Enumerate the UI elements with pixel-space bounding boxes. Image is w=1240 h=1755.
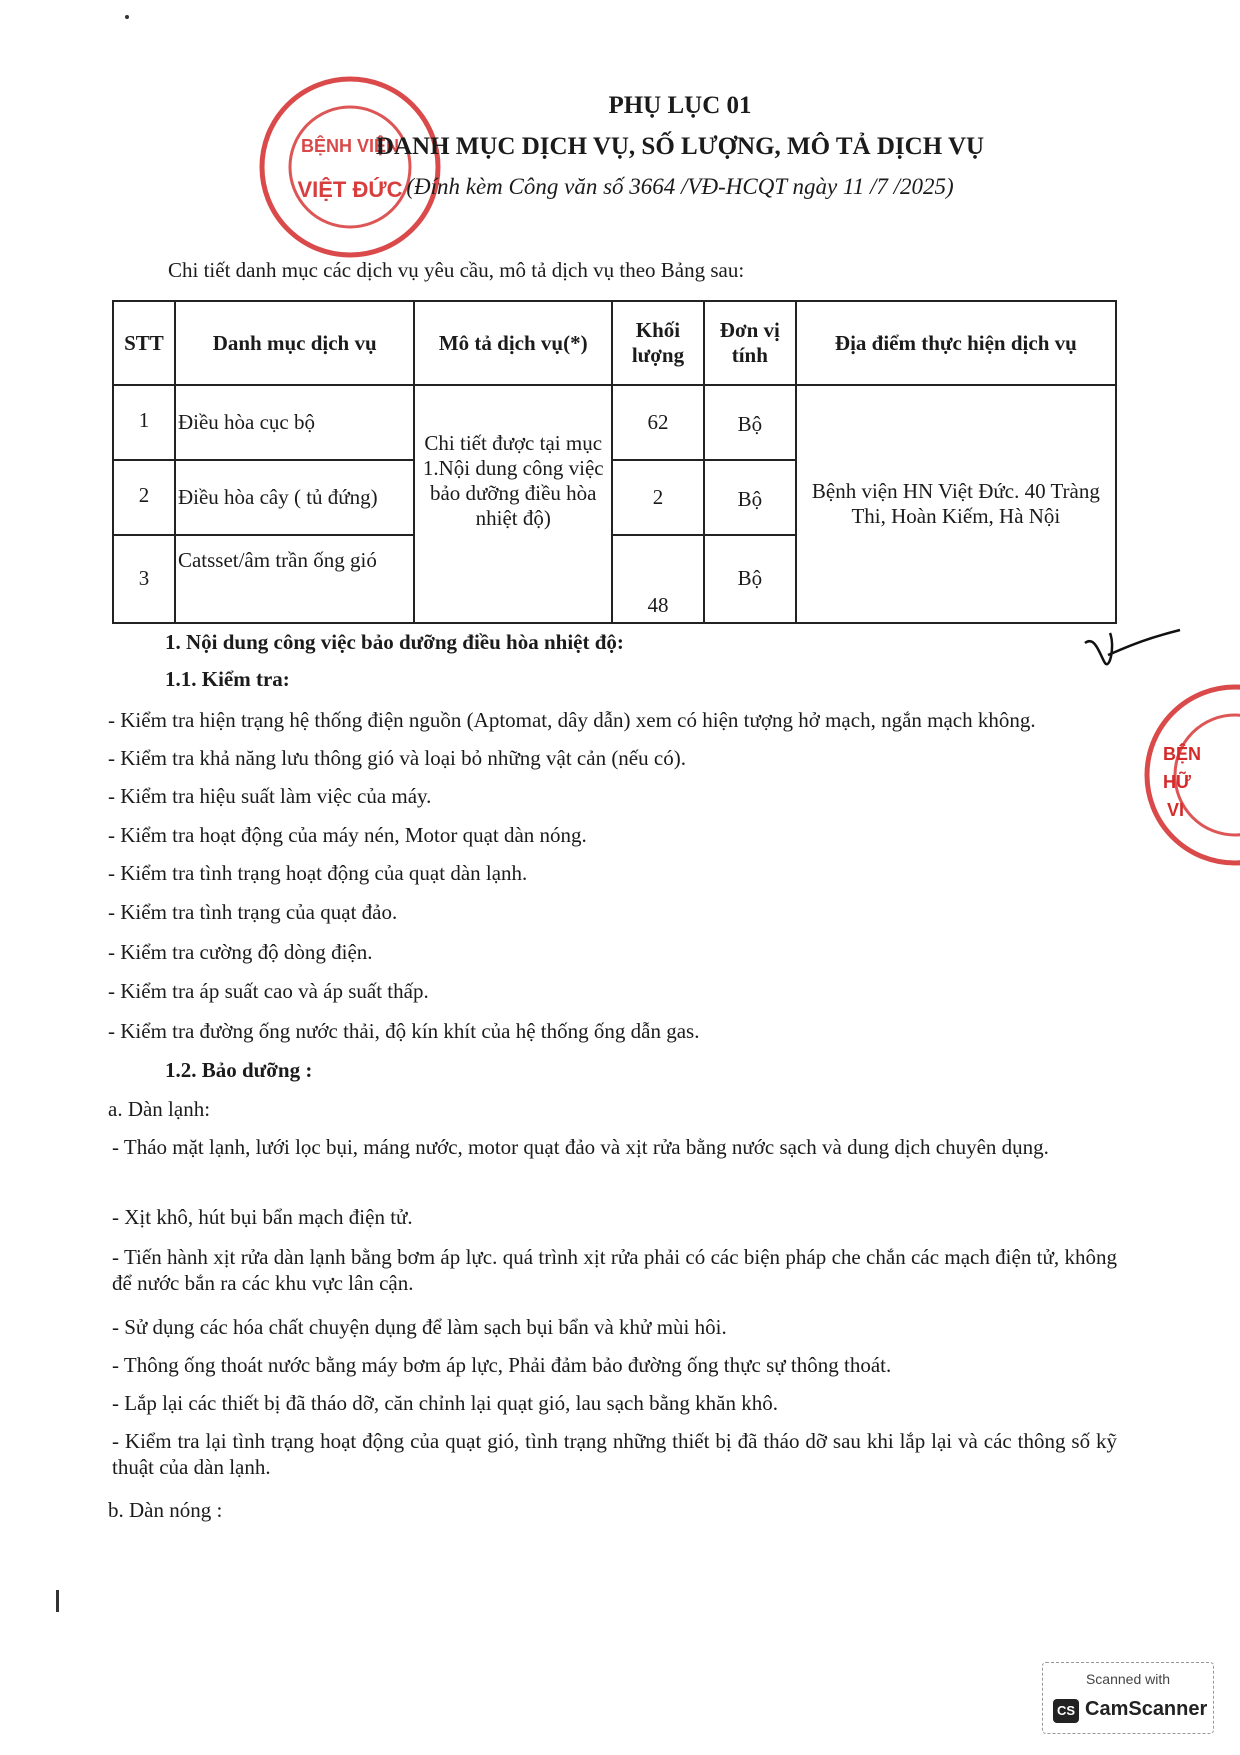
row-stt: 2 — [113, 460, 175, 535]
outdoor-unit-label: b. Dàn nóng : — [108, 1498, 223, 1522]
reference-line: (Đính kèm Công văn số 3664 /VĐ-HCQT ngày 11 /7 /2025) — [406, 174, 954, 199]
check-item: - Kiểm tra cường độ dòng điện. — [108, 940, 373, 964]
table-row — [113, 385, 1116, 460]
badge-caption: Scanned with — [1085, 1671, 1171, 1687]
col-location: Địa điểm thực hiện dịch vụ — [796, 301, 1116, 385]
appendix-subtitle: DANH MỤC DỊCH VỤ, SỐ LƯỢNG, MÔ TẢ DỊCH VỤ — [375, 133, 985, 160]
col-stt: STT — [113, 301, 175, 385]
page-edge-mark — [56, 1590, 59, 1612]
indoor-step: - Tháo mặt lạnh, lưới lọc bụi, máng nước, motor quạt đảo và xịt rửa bằng nước sạch và dung dịch chuyên dụng. — [112, 1135, 1049, 1159]
indoor-step: - Kiểm tra lại tình trạng hoạt động của quạt gió, tình trạng những thiết bị đã tháo dỡ sau khi lắp lại và các thông số kỹ thuật của dàn lạnh. — [112, 1429, 1117, 1479]
check-item: - Kiểm tra hiệu suất làm việc của máy. — [108, 784, 432, 808]
appendix-title: PHỤ LỤC 01 — [608, 92, 752, 119]
row-name: Catsset/âm trần ống gió — [175, 535, 415, 623]
section-heading: 1. Nội dung công việc bảo dưỡng điều hòa nhiệt độ: — [165, 630, 624, 654]
col-qty: Khối lượng — [612, 301, 704, 385]
service-description: Chi tiết được tại mục 1.Nội dung công việc bảo dưỡng điều hòa nhiệt độ) — [414, 385, 612, 623]
svg-text:BỆNH VIỆN: BỆNH VIỆN — [300, 136, 400, 156]
subsection-maintenance-heading: 1.2. Bảo dưỡng : — [165, 1058, 313, 1082]
svg-text:VIỆT ĐỨC: VIỆT ĐỨC — [297, 177, 403, 202]
indoor-unit-label: a. Dàn lạnh: — [108, 1097, 211, 1121]
col-desc: Mô tả dịch vụ(*) — [414, 301, 612, 385]
indoor-step: - Thông ống thoát nước bằng máy bơm áp lực, Phải đảm bảo đường ống thực sự thông thoát. — [112, 1353, 892, 1377]
check-item: - Kiểm tra áp suất cao và áp suất thấp. — [108, 979, 429, 1003]
svg-text:VI: VI — [1167, 800, 1185, 820]
svg-text:BỆN: BỆN — [1163, 744, 1202, 764]
signature-mark — [1080, 625, 1190, 675]
row-qty: 2 — [612, 460, 704, 535]
scan-speck — [125, 15, 129, 19]
row-unit: Bộ — [704, 535, 796, 623]
row-stt: 1 — [113, 385, 175, 460]
check-item: - Kiểm tra hiện trạng hệ thống điện nguồn (Aptomat, dây dẫn) xem có hiện tượng hở mạch, ngắn mạch không. — [108, 708, 1036, 732]
row-qty: 62 — [612, 385, 704, 460]
row-unit: Bộ — [704, 385, 796, 460]
camscanner-logo-icon: CS — [1053, 1699, 1079, 1723]
check-item: - Kiểm tra khả năng lưu thông gió và loại bỏ những vật cản (nếu có). — [108, 746, 686, 770]
check-item: - Kiểm tra tình trạng hoạt động của quạt dàn lạnh. — [108, 861, 528, 885]
indoor-step: - Sử dụng các hóa chất chuyện dụng để làm sạch bụi bẩn và khử mùi hôi. — [112, 1315, 727, 1339]
subsection-check-heading: 1.1. Kiểm tra: — [165, 667, 290, 691]
service-location: Bệnh viện HN Việt Đức. 40 Tràng Thi, Hoàn Kiếm, Hà Nội — [796, 385, 1116, 623]
badge-brand: CamScanner — [1085, 1698, 1208, 1720]
row-name: Điều hòa cục bộ — [175, 385, 415, 460]
col-unit: Đơn vị tính — [704, 301, 796, 385]
indoor-step: - Tiến hành xịt rửa dàn lạnh bằng bơm áp lực. quá trình xịt rửa phải có các biện pháp che chắn các mạch điện tử, không để nước bắn ra các khu vực lân cận. — [112, 1245, 1117, 1295]
row-stt: 3 — [113, 535, 175, 623]
intro-text: Chi tiết danh mục các dịch vụ yêu cầu, mô tả dịch vụ theo Bảng sau: — [168, 258, 745, 282]
service-table — [112, 300, 1117, 624]
svg-text:HỮ: HỮ — [1163, 772, 1191, 792]
col-name: Danh mục dịch vụ — [175, 301, 415, 385]
row-unit: Bộ — [704, 460, 796, 535]
camscanner-badge — [1042, 1662, 1214, 1734]
indoor-step: - Lắp lại các thiết bị đã tháo dỡ, căn chỉnh lại quạt gió, lau sạch bằng khăn khô. — [112, 1391, 778, 1415]
table-header-row — [113, 301, 1116, 385]
partial-stamp-right — [1125, 680, 1240, 870]
check-item: - Kiểm tra hoạt động của máy nén, Motor quạt dàn nóng. — [108, 823, 587, 847]
indoor-step: - Xịt khô, hút bụi bẩn mạch điện tử. — [112, 1205, 413, 1229]
check-item: - Kiểm tra đường ống nước thải, độ kín khít của hệ thống ống dẫn gas. — [108, 1019, 700, 1043]
row-qty: 48 — [612, 535, 704, 623]
row-name: Điều hòa cây ( tủ đứng) — [175, 460, 415, 535]
check-item: - Kiểm tra tình trạng của quạt đảo. — [108, 900, 398, 924]
